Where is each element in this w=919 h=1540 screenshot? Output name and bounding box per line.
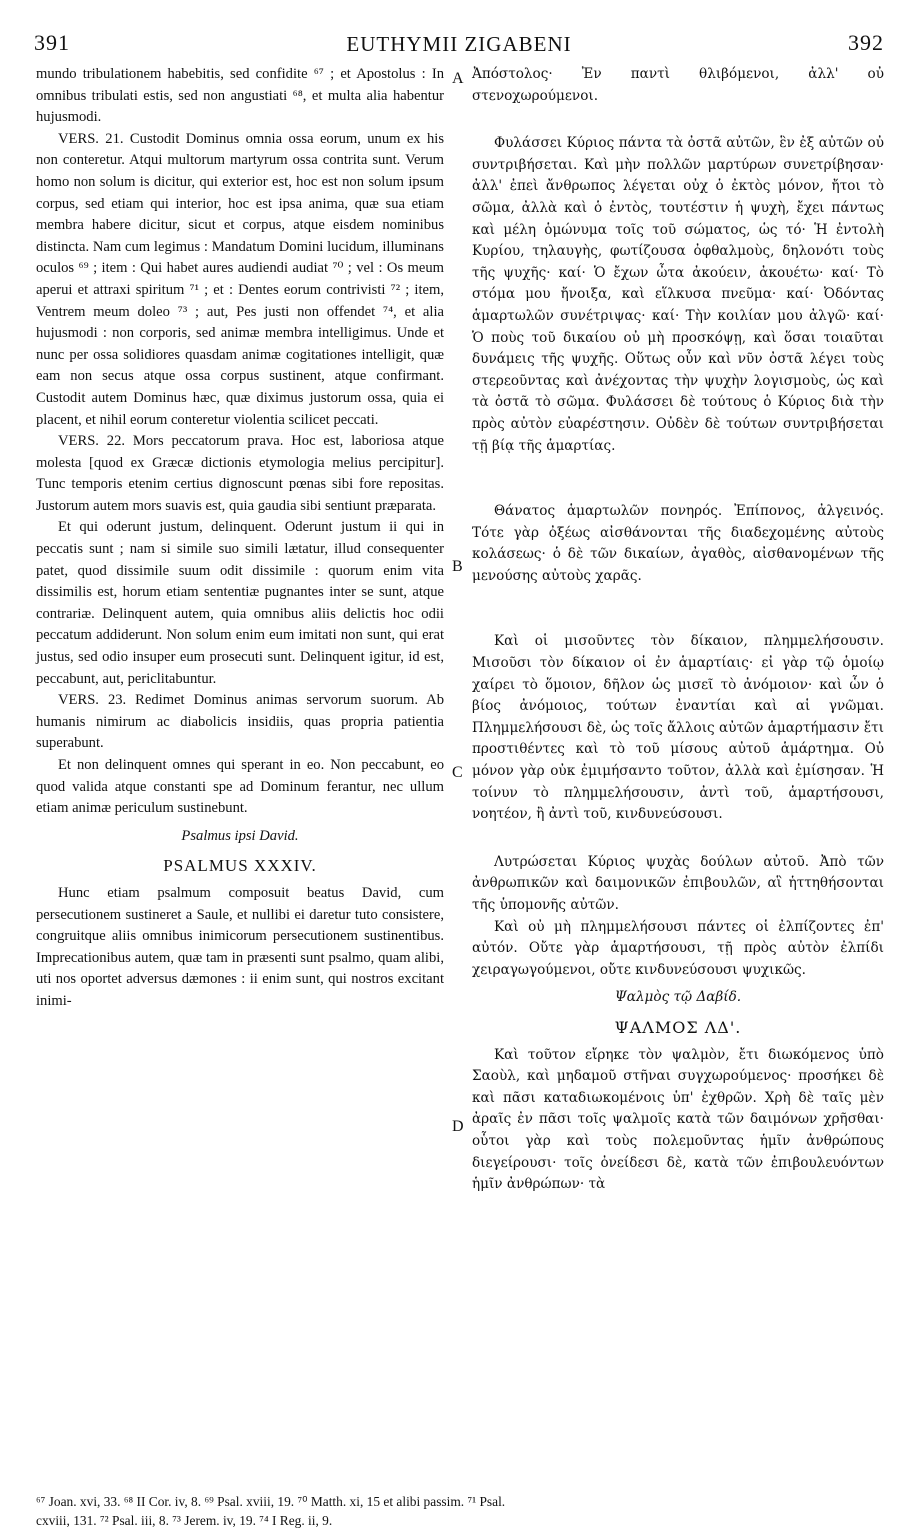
page-number-right: 392: [848, 30, 884, 55]
greek-psalm-title: ΨΑΛΜΟΣ ΛΔ'.: [614, 1017, 742, 1037]
greek-paragraph-5: Λυτρώσεται Κύριος ψυχὰς δούλων αὐτοῦ. Ἀπὸ τῶν ἀνθρωπικῶν καὶ δαιμονικῶν ἐπιβουλῶν, αἳ ἡττηθήσονται τῆς ὑπομονῆς αὐτῶν.: [472, 853, 884, 913]
latin-paragraph-1: mundo tribulationem habebitis, sed confidite ⁶⁷ ; et Apostolus : In omnibus tribulati estis, sed non angustiati ⁶⁸, et multa alia habentur hujusmodi.: [36, 66, 444, 126]
margin-marker-b: B: [452, 558, 463, 575]
footnote-line-1: ⁶⁷ Joan. xvi, 33. ⁶⁸ II Cor. iv, 8. ⁶⁹ Psal. xviii, 19. ⁷⁰ Matth. xi, 15 et alibi passim. ⁷¹ Psal.: [36, 1494, 506, 1509]
margin-marker-d: D: [452, 1118, 464, 1135]
running-title: EUTHYMII ZIGABENI: [346, 32, 572, 56]
latin-psalm-heading: Psalmus ipsi David.: [181, 827, 299, 844]
latin-psalm-title: PSALMUS XXXIV.: [163, 856, 317, 876]
greek-paragraph-4: Καὶ οἱ μισοῦντες τὸν δίκαιον, πλημμελήσουσιν. Μισοῦσι τὸν δίκαιον οἱ ἐν ἁμαρτίαις· εἰ γὰρ τῷ ὁμοίῳ χαίρει τὸ ὅμοιον, δῆλον ὡς μισεῖ τὸ ἀνόμοιον· καὶ ὧν ὁ βίος ἀνόμοιος, τούτων ἐναντίαι καὶ αἱ γνῶμαι. Πλημμελήσουσι δὲ, ὡς τοῖς ἄλλοις αὐτῶν ἁμαρτήμασιν ἔτι προστιθέντες καὶ τὸ τοῦ μίσους αὐτοῦ ἁμάρτημα. Οὐ μόνον γὰρ οὐκ ἐμιμήσαντο τοῦτον, ἀλλὰ καὶ ἐμίσησαν. Ἡ τοίνυν τὸ πλημμελήσουσιν, ἀντὶ τοῦ, ἁμαρτήσουσι, νοητέον, ἢ ἀντὶ τοῦ, κινδυνεύσουσι.: [472, 633, 884, 823]
footnotes: [36, 1492, 884, 1530]
greek-paragraph-3: Θάνατος ἁμαρτωλῶν πονηρός. Ἐπίπονος, ἀλγεινός. Τότε γὰρ ὀξέως αἰσθάνονται τῆς διαδεχομένης αὐτοὺς κολάσεως· ὁ δὲ τῶν δικαίων, ἀγαθὸς, αἰσθανομένων τῆς μενούσης αὐτοὺς χαρᾶς.: [472, 503, 884, 584]
latin-paragraph-vers-22: VERS. 22. Mors peccatorum prava. Hoc est, laboriosa atque molesta [quod ex Græcæ dictionis etymologia melius percipitur]. Tunc temporis etenim certius dignoscunt pœnas sibi fore repositas. Justorum autem mors suavis est, quia gaudia sibi sentiunt præparata.: [36, 433, 444, 514]
greek-column: [472, 64, 884, 1196]
latin-column: [36, 64, 444, 1013]
margin-marker-a: A: [452, 70, 464, 87]
latin-paragraph-vers-23: VERS. 23. Redimet Dominus animas servorum suorum. Ab humanis nimirum ac diabolicis insidiis, quas propria patientia superabunt.: [36, 692, 444, 752]
latin-paragraph-4: Et qui oderunt justum, delinquent. Oderunt justum ii qui in peccatis sunt ; nam si simile suo simili lætatur, illud consequenter patet, quod dissimile suum odit dissimile : quorum enim vita dissimilis est, horum etiam sententiæ pugnantes inter se sunt, atque contrariæ. Delinquent autem, quia omnibus aliis delictis hoc odii peccatum addiderunt. Non solum enim eum imitati non sunt, qui erat justus, sed odio insuper eum prosecuti sunt. Delinquent igitur, id est, peccabunt, aut, periclitabuntur.: [36, 519, 444, 687]
latin-paragraph-7: Hunc etiam psalmum composuit beatus David, cum persecutionem sustineret a Saule, et nullibi ei daretur tuto consistere, congruitque aliis omnibus inimicorum persecutionem sustinentibus. Imprecationibus autem, quæ tam in præsenti sunt psalmo, quam alibi, uti nos oportet adversus dæmones : ii enim sunt, qui nostros excitant inimi-: [36, 884, 444, 1009]
latin-paragraph-vers-21: VERS. 21. Custodit Dominus omnia ossa eorum, unum ex his non conteretur. Atqui multorum martyrum ossa contrita sunt. Verum homo non solum is dicitur, qui exterior est, hoc est non solum ipsum corpus, sed etiam qui interior, hoc est ipsa anima, quæ sua etiam membra habere dicitur, sicut et corpus, atque eisdem nominibus distincta. Nam cum legimus : Mandatum Domini lucidum, illuminans oculos ⁶⁹ ; item : Qui habet aures audiendi audiat ⁷⁰ ; vel : Os meum aperui et attraxi spiritum ⁷¹ ; et : Dentes eorum contrivisti ⁷² ; item, Ventrem meum doleo ⁷³ ; aut, Pes justi non offendet ⁷⁴, et alia hujusmodi : non corporis, sed animæ membra intelligimus. Unde et nunc per ossa solidiores quasdam animæ cogitationes intelligit, quæ eam non secus atque ossa corpus sustinent, atque confirmant. Custodit autem Dominus hæc, quæ diximus justorum ossa, quia ei placent, et nihil eorum conteretur violentia scilicet peccati.: [36, 130, 444, 428]
greek-paragraph-1: Ἀπόστολος· Ἐν παντὶ θλιβόμενοι, ἀλλ' οὐ στενοχωρούμενοι.: [472, 66, 884, 104]
greek-psalm-heading: Ψαλμὸς τῷ Δαβίδ.: [614, 989, 742, 1006]
latin-paragraph-6: Et non delinquent omnes qui sperant in eo. Non peccabunt, eo quod valida atque constanti spe ad Dominum ferantur, nec ullum etiam animæ periculum sustinebunt.: [36, 757, 444, 817]
greek-paragraph-6: Καὶ οὐ μὴ πλημμελήσουσι πάντες οἱ ἐλπίζοντες ἐπ' αὐτόν. Οὔτε γὰρ ἁμαρτήσουσι, τῇ πρὸς αὐτὸν ἐλπίδι χειραγωγούμενοι, οὔτε κινδυνεύσουσι ψυχικῶς.: [472, 918, 884, 978]
page-header: [34, 30, 884, 62]
greek-paragraph-7: Καὶ τοῦτον εἴρηκε τὸν ψαλμὸν, ἔτι διωκόμενος ὑπὸ Σαοὺλ, καὶ μηδαμοῦ στῆναι συγχωρούμενος· προσήκει δὲ καὶ πᾶσι καταδιωκομένοις ὑπ' ἐχθρῶν. Χρὴ δὲ ταῖς μὲν ἀραῖς ἐν πᾶσι τοῖς ψαλμοῖς κατὰ τῶν δαιμόνων χρῆσθαι· οὗτοι γὰρ καὶ τοὺς πολεμοῦντας ἡμῖν ἀνθρώπους διεγείρουσι· τοῖς ὀνείδεσι δὲ, κατὰ τῶν ἐπιβουλευόντων ἡμῖν ἀνθρώπων· τὰ: [472, 1046, 884, 1193]
greek-paragraph-2: Φυλάσσει Κύριος πάντα τὰ ὀστᾶ αὐτῶν, ἓν ἐξ αὐτῶν οὐ συντριβήσεται. Καὶ μὴν πολλῶν μαρτύρων συνετρίβησαν· ἀλλ' ἐπεὶ ἄνθρωπος λέγεται οὐχ ὁ ἐκτὸς μόνον, ἤτοι τὸ σῶμα, ἀλλὰ καὶ ὁ ἐντὸς, τουτέστιν ἡ ψυχὴ, ἔχει πάντως καὶ μέλη ὁμώνυμα τοῖς τοῦ σώματος, ὡς τό· Ἡ ἐντολὴ Κυρίου, τηλαυγὴς, φωτίζουσα ὀφθαλμοὺς, δηλονότι τοὺς τῆς ψυχῆς· καί· Ὁ ἔχων ὦτα ἀκούειν, ἀκουέτω· καί· Τὸ στόμα μου ἤνοιξα, καὶ εἵλκυσα πνεῦμα· καί· Ὀδόντας ἁμαρτωλῶν συνέτριψας· καί· Τὴν κοιλίαν μου ἀλγῶ· καί· Ὁ ποὺς τοῦ δικαίου οὐ μὴ προσκόψῃ, καὶ ὅσαι τοιαῦται δυνάμεις τῆς ψυχῆς. Οὕτως οὖν καὶ νῦν ὀστᾶ λέγει τοὺς στερεοῦντας καὶ ἀνέχοντας τὴν ψυχὴν λογισμοὺς, ὡς καὶ τὰ ὀστᾶ τὸ σῶμα. Φυλάσσει δὲ τούτους ὁ Κύριος διὰ τὴν πρὸς αὐτὸν εὐαρέστησιν. Οὐδὲν δὲ τούτων συντριβήσεται τῇ βίᾳ τῆς ἁμαρτίας.: [472, 135, 884, 454]
page-number-left: 391: [34, 30, 70, 55]
margin-marker-c: C: [452, 764, 463, 781]
footnote-line-2: cxviii, 131. ⁷² Psal. iii, 8. ⁷³ Jerem. iv, 19. ⁷⁴ I Reg. ii, 9.: [36, 1513, 333, 1528]
